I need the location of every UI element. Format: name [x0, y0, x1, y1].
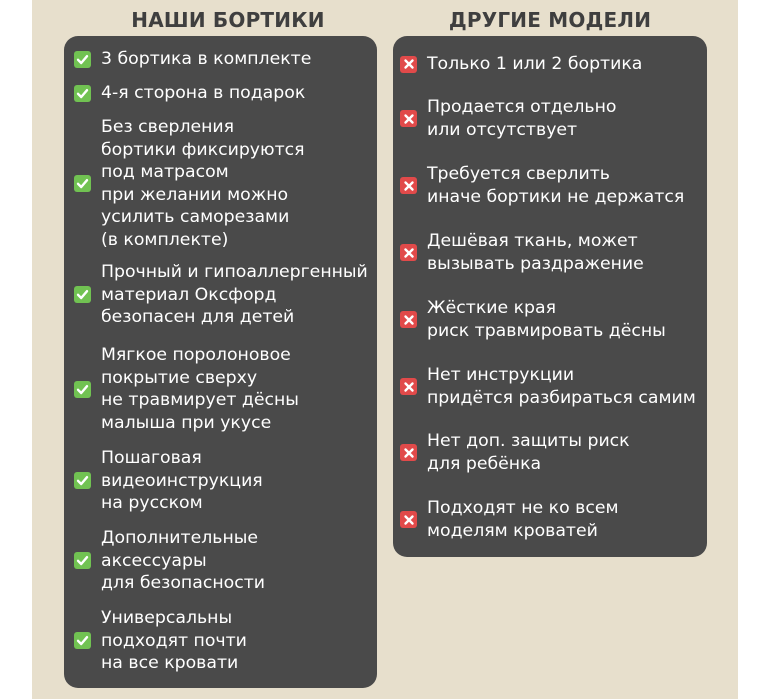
other-models-card — [393, 36, 707, 557]
cross-icon — [400, 444, 417, 461]
our-bumpers-card — [64, 36, 377, 688]
advantage-text: Без сверления бортики фиксируются под матрасом при желании можно усилить саморезами (в комплекте) — [101, 117, 305, 250]
advantage-item — [64, 48, 377, 71]
check-icon — [74, 552, 91, 569]
drawback-item — [393, 163, 707, 208]
drawback-item — [393, 53, 707, 76]
drawback-text: Нет инструкции придётся разбираться самим — [427, 365, 696, 408]
cross-icon — [400, 378, 417, 395]
advantage-text: Прочный и гипоаллергенный материал Оксфорд безопасен для детей — [101, 262, 368, 328]
check-icon — [74, 632, 91, 649]
drawback-text: Дешёвая ткань, может вызывать раздражение — [427, 231, 644, 274]
cross-icon — [400, 56, 417, 73]
drawback-item — [393, 230, 707, 275]
cross-icon — [400, 511, 417, 528]
advantage-text: 4-я сторона в подарок — [101, 83, 306, 103]
drawback-text: Продается отдельно или отсутствует — [427, 97, 617, 140]
advantage-item — [64, 116, 377, 252]
cross-icon — [400, 311, 417, 328]
check-icon — [74, 51, 91, 68]
cross-icon — [400, 177, 417, 194]
drawback-text: Только 1 или 2 бортика — [427, 54, 643, 74]
drawback-text: Требуется сверлить иначе бортики не держатся — [427, 164, 685, 207]
drawback-item — [393, 297, 707, 342]
cross-icon — [400, 244, 417, 261]
advantage-text: Мягкое поролоновое покрытие сверху не травмирует дёсны малыша при укусе — [101, 345, 299, 433]
drawback-item — [393, 96, 707, 141]
advantage-text: Пошаговая видеоинструкция на русском — [101, 448, 263, 514]
drawback-item — [393, 497, 707, 542]
check-icon — [74, 85, 91, 102]
advantage-item — [64, 261, 377, 329]
check-icon — [74, 472, 91, 489]
advantage-item — [64, 527, 377, 595]
drawback-item — [393, 430, 707, 475]
drawback-text: Нет доп. защиты риск для ребёнка — [427, 431, 630, 474]
advantage-item — [64, 82, 377, 105]
advantage-text: 3 бортика в комплекте — [101, 49, 312, 69]
check-icon — [74, 175, 91, 192]
drawback-text: Подходят не ко всем моделям кроватей — [427, 498, 619, 541]
check-icon — [74, 381, 91, 398]
advantage-item — [64, 607, 377, 675]
advantage-text: Дополнительные аксессуары для безопасности — [101, 528, 265, 594]
advantage-item — [64, 344, 377, 434]
our-bumpers-title: НАШИ БОРТИКИ — [131, 8, 325, 32]
advantage-item — [64, 447, 377, 515]
check-icon — [74, 286, 91, 303]
drawback-text: Жёсткие края риск травмировать дёсны — [427, 298, 666, 341]
advantage-text: Универсальны подходят почти на все кровати — [101, 608, 247, 674]
other-models-title: ДРУГИЕ МОДЕЛИ — [448, 8, 652, 32]
cross-icon — [400, 110, 417, 127]
drawback-item — [393, 364, 707, 409]
